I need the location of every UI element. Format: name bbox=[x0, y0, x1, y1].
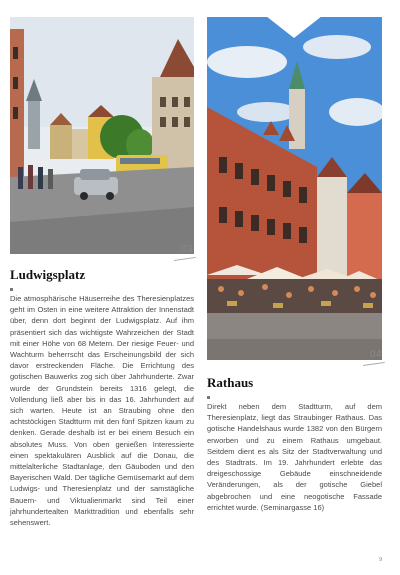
photo-number-underline-left bbox=[174, 257, 196, 261]
section-title-ludwigsplatz: Ludwigsplatz bbox=[10, 267, 86, 282]
photo-number-left: 03 bbox=[181, 244, 194, 255]
rathaus-photo bbox=[207, 17, 382, 360]
section-body-ludwigsplatz: Die atmosphärische Häuserreihe des Theresienplatzes geht im Osten in eine weitere Attraktion der Innenstadt über, denn dort beginnt der Ludwigsplatz. Auf ihm präsentiert sich das wichtigste Wahrzeichen der Stadt mit einer Höhe von 68 Metern. Der riesige Feuer- und Wachturm beherrscht das Erscheinungsbild der sich davor erstreckenden Fläche. Die Errichtung des gotischen Bauwerks zog sich über Jahrhunderte. Zwar wurde der Grundstein bereits 1316 gelegt, die Vollendung ließ aber bis in das 16. Jahrhundert auf sich warten. Heute ist an Straubing ohne den achtstöckigen Stadtturm mit den fünf Spitzen kaum zu denken. Gerade deshalb ist er bei einem Besuch ein absolutes Muss. Von oben genießen Interessierte einen spektakulären Ausblick auf die Donau, die mittelalterliche Stadtanlage, den Gäuboden und den Bayerischen Wald. Der tägliche Gemüsemarkt auf dem Ludwigs- und Theresienplatz und der samstägliche Bauern- und Viktualienmarkt sind Teil einer jahrhundertealten Markttradition und ebenfalls sehr sehenswert. bbox=[10, 294, 194, 528]
photo-number-underline-right bbox=[363, 362, 385, 366]
photo-notch-decoration bbox=[266, 16, 322, 38]
photo-number-right: 04 bbox=[370, 349, 383, 360]
section-title-rathaus: Rathaus bbox=[207, 375, 254, 390]
bullet-marker-left bbox=[10, 288, 13, 291]
ludwigsplatz-photo bbox=[10, 17, 194, 254]
bullet-marker-right bbox=[207, 396, 210, 399]
section-body-rathaus: Direkt neben dem Stadtturm, auf dem Theresienplatz, liegt das Straubinger Rathaus. Das gotische Handelshaus wurde 1382 von den Bürgern erworben und zu einem Rathaus umgebaut. Seitdem dient es als Sitz der Stadtverwaltung und des Stadtrats. Im 19. Jahrhundert erlebte das dreigeschossige Gebäude einschneidende Veränderungen, als der gotische Giebel abgebrochen und eine neogotische Fassade errichtet wurde. (Seminargasse 16) bbox=[207, 402, 382, 512]
page-number: 9 bbox=[379, 557, 382, 563]
